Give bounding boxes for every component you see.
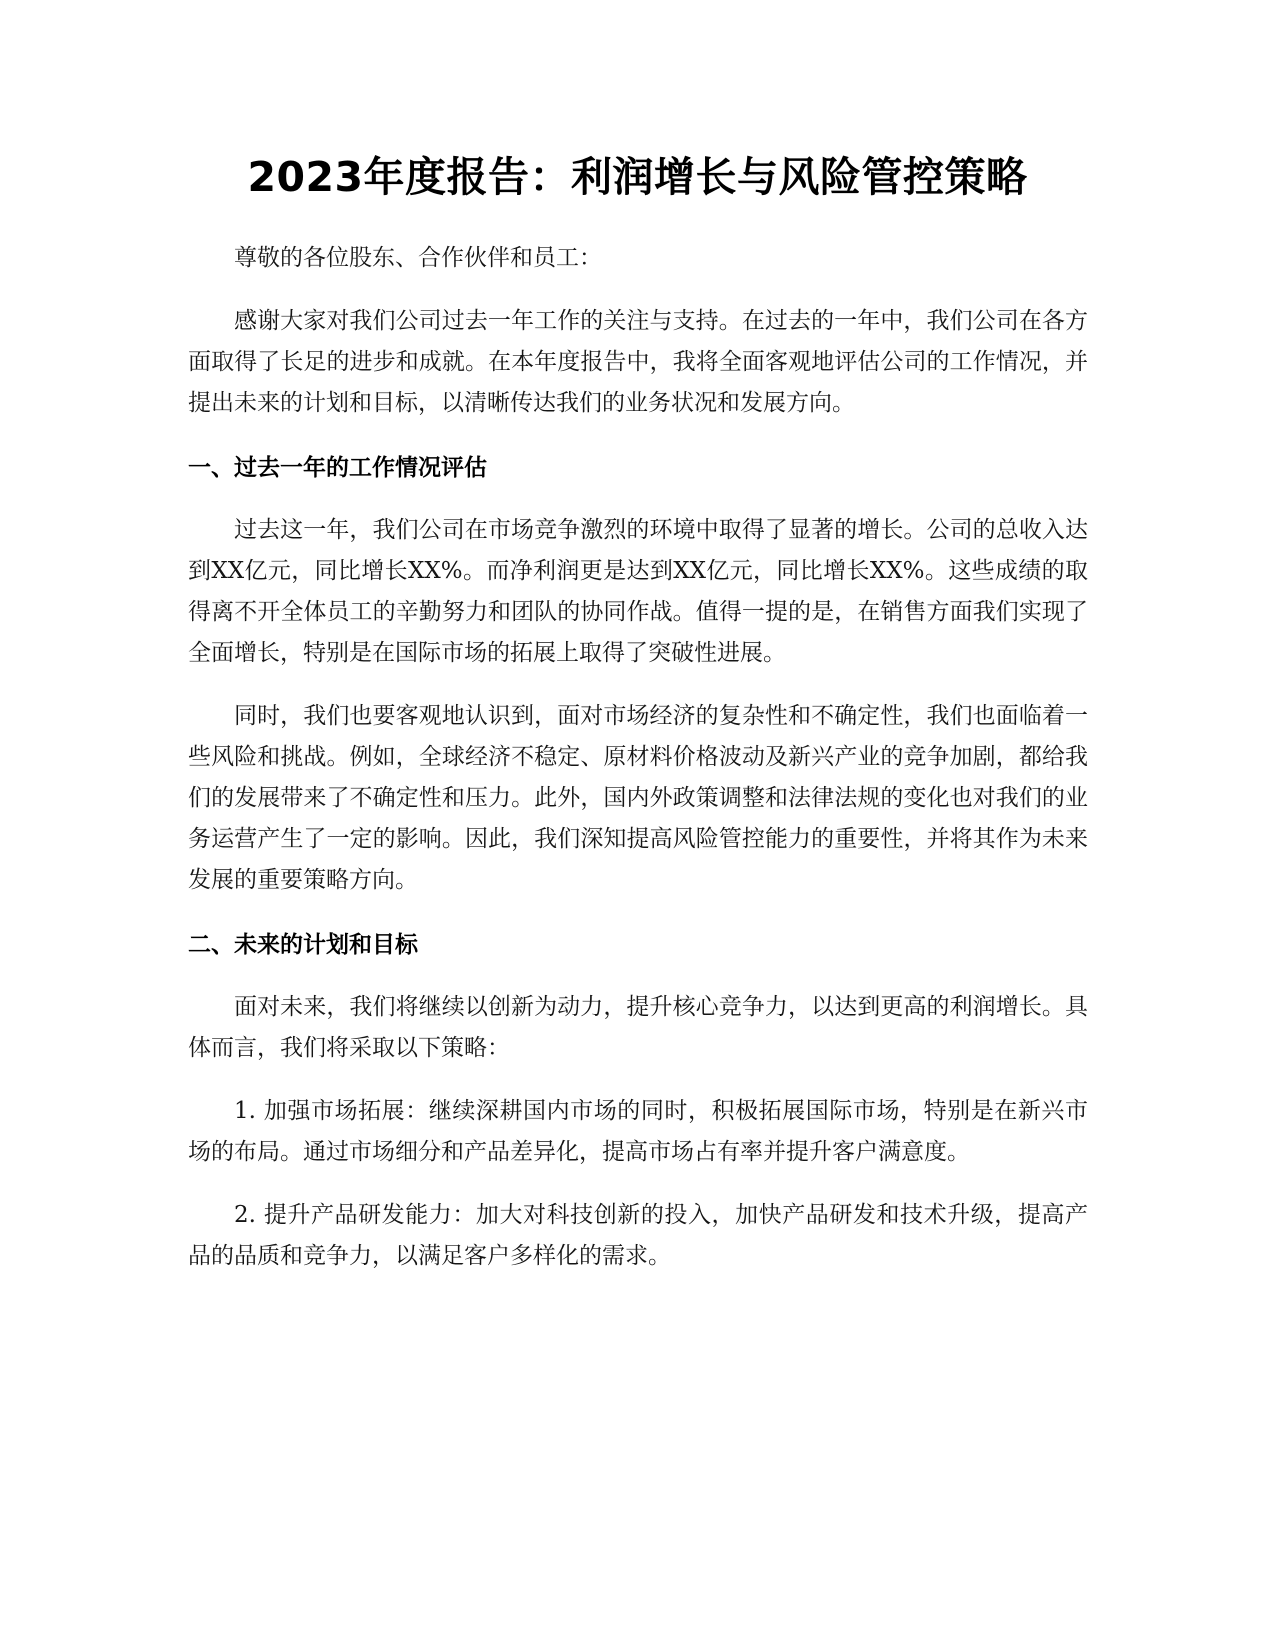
strategy-item-1: 1. 加强市场拓展：继续深耕国内市场的同时，积极拓展国际市场，特别是在新兴市场的布局。通过市场细分和产品差异化，提高市场占有率并提升客户满意度。 (188, 1098, 1088, 1165)
document-body (188, 238, 1088, 1299)
greeting-paragraph: 尊敬的各位股东、合作伙伴和员工： (234, 245, 602, 271)
section-1-paragraph-2: 同时，我们也要客观地认识到，面对市场经济的复杂性和不确定性，我们也面临着一些风险和挑战。例如，全球经济不稳定、原材料价格波动及新兴产业的竞争加剧，都给我们的发展带来了不确定性和压力。此外，国内外政策调整和法律法规的变化也对我们的业务运营产生了一定的影响。因此，我们深知提高风险管控能力的重要性，并将其作为未来发展的重要策略方向。 (188, 703, 1088, 893)
strategy-item-2: 2. 提升产品研发能力：加大对科技创新的投入，加快产品研发和技术升级，提高产品的品质和竞争力，以满足客户多样化的需求。 (188, 1202, 1088, 1269)
section-2-paragraph-1: 面对未来，我们将继续以创新为动力，提升核心竞争力，以达到更高的利润增长。具体而言，我们将采取以下策略： (188, 994, 1088, 1061)
section-1-heading: 一、过去一年的工作情况评估 (188, 455, 487, 481)
intro-paragraph: 感谢大家对我们公司过去一年工作的关注与支持。在过去的一年中，我们公司在各方面取得了长足的进步和成就。在本年度报告中，我将全面客观地评估公司的工作情况，并提出未来的计划和目标，以清晰传达我们的业务状况和发展方向。 (188, 308, 1088, 416)
document-title: 2023年度报告：利润增长与风险管控策略 (247, 153, 1028, 201)
section-2-heading: 二、未来的计划和目标 (188, 932, 418, 958)
section-1-paragraph-1: 过去这一年，我们公司在市场竞争激烈的环境中取得了显著的增长。公司的总收入达到XX亿元，同比增长XX%。而净利润更是达到XX亿元，同比增长XX%。这些成绩的取得离不开全体员工的辛勤努力和团队的协同作战。值得一提的是，在销售方面我们实现了全面增长，特别是在国际市场的拓展上取得了突破性进展。 (188, 517, 1088, 666)
